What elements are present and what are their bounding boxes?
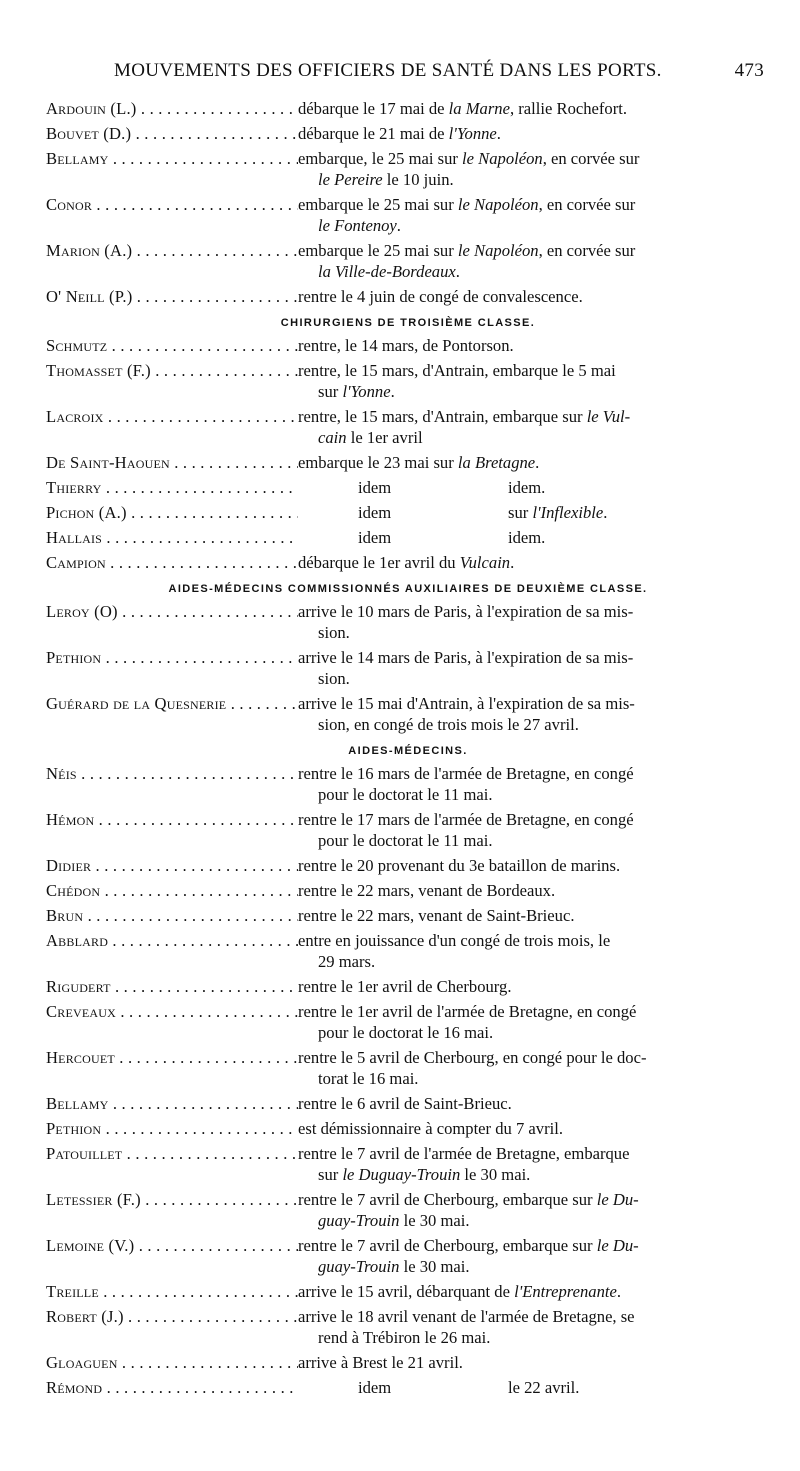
list-item (46, 1118, 770, 1139)
entry-line (298, 478, 545, 497)
entry-phrase: sur (318, 382, 343, 401)
officer-name: Ardouin (L.) . . . (46, 98, 298, 119)
entry-line (298, 977, 511, 996)
entry-phrase: rentre, le 15 mars, d'Antrain, embarque sur (298, 407, 587, 426)
entry-phrase: . (455, 262, 460, 281)
list-item (46, 1143, 770, 1185)
officer-name: De Saint-Haouen . . . (46, 452, 298, 473)
entry-phrase: embarque le 23 mai sur (298, 453, 458, 472)
entry-phrase: le 1er avril (346, 428, 423, 447)
entry-phrase: embarque, le 25 mai sur (298, 149, 463, 168)
entry-continuation (298, 1022, 770, 1043)
entry-phrase: le 30 mai. (460, 1165, 531, 1184)
entry-text (298, 1118, 770, 1139)
officer-name: Campion . . . (46, 552, 298, 573)
list-item (46, 552, 770, 573)
entry-text (298, 240, 770, 282)
officer-name: Rémond . . . (46, 1377, 298, 1398)
entry-text (298, 905, 770, 926)
officer-name: Bouvet (D.) . . . (46, 123, 298, 144)
entry-text (298, 1306, 770, 1348)
entry-phrase: rentre le 1er avril de Cherbourg. (298, 977, 512, 996)
officer-name: Lemoine (V.) . . . (46, 1235, 298, 1256)
entry-phrase: rentre le 22 mars, venant de Saint-Brieuc. (298, 906, 575, 925)
entry-line (298, 149, 639, 168)
entry-phrase: rentre le 5 avril de Cherbourg, en congé pour le doc- (298, 1048, 647, 1067)
list-item (46, 1377, 770, 1398)
ship-name: la Bretagne (457, 453, 536, 472)
officer-name: Abblard . . . (46, 930, 298, 951)
entry-phrase: . (396, 216, 401, 235)
entry-text (298, 477, 770, 498)
entry-phrase: rentre, le 14 mars, de Pontorson. (298, 336, 514, 355)
entry-line (298, 1282, 621, 1301)
entry-phrase: sur (318, 1165, 343, 1184)
entry-phrase: idem (358, 503, 392, 522)
entry-line (298, 602, 633, 621)
entry-continuation (298, 714, 770, 735)
entry-line (298, 1002, 636, 1021)
entry-text (298, 1093, 770, 1114)
entry-phrase: arrive le 14 mars de Paris, à l'expiration de sa mis- (298, 648, 634, 667)
entry-phrase: sion. (318, 623, 350, 642)
entry-line (298, 1144, 629, 1163)
entry-line (298, 1353, 463, 1372)
entry-phrase: arrive le 18 avril venant de l'armée de Bretagne, se (298, 1307, 635, 1326)
entry-phrase: arrive à Brest le 21 avril. (298, 1353, 463, 1372)
list-item (46, 693, 770, 735)
list-item (46, 930, 770, 972)
list-item (46, 1001, 770, 1043)
entry-line (298, 694, 635, 713)
entry-text (298, 647, 770, 689)
entry-continuation (298, 1164, 770, 1185)
officer-name: Thomasset (F.) . . . (46, 360, 298, 381)
spacer (46, 1398, 770, 1402)
entry-continuation (298, 1068, 770, 1089)
officer-name: Hémon . . . (46, 809, 298, 830)
entry-line (298, 906, 574, 925)
entry-phrase: sion, en congé de trois mois le 27 avril. (318, 715, 579, 734)
list-item (46, 98, 770, 119)
section-heading: AIDES-MÉDECINS. (348, 745, 468, 757)
entry-text (298, 930, 770, 972)
entry-phrase: idem (358, 528, 392, 547)
list-item (46, 855, 770, 876)
officer-name: Pichon (A.) . . . (46, 502, 298, 523)
list-item (46, 148, 770, 190)
spacer (46, 573, 770, 577)
list-item (46, 905, 770, 926)
entry-line (298, 336, 514, 355)
entry-line (298, 1378, 579, 1397)
entry-phrase: le 30 mai. (399, 1211, 470, 1230)
entry-continuation (298, 1256, 770, 1277)
entry-phrase: . (535, 453, 540, 472)
entry-continuation (298, 427, 770, 448)
entry-line (298, 528, 545, 547)
ship-name: guay-Trouin (318, 1211, 400, 1230)
entry-text (298, 360, 770, 402)
entry-phrase: , rallie Rochefort. (509, 99, 628, 118)
officer-name: Thierry . . . (46, 477, 298, 498)
ship-name: le Vul- (586, 407, 631, 426)
entry-phrase: torat le 16 mai. (318, 1069, 419, 1088)
entry-phrase: rentre le 7 avril de Cherbourg, embarque sur (298, 1236, 597, 1255)
officer-name: Conor . . . (46, 194, 298, 215)
officer-name: Brun . . . (46, 905, 298, 926)
entry-text (298, 1377, 770, 1398)
entry-phrase: , en corvée sur (538, 241, 636, 260)
entry-text (298, 194, 770, 236)
officer-name: Pethion . . . (46, 647, 298, 668)
ship-name: le Pereire (318, 170, 383, 189)
entry-line (298, 1094, 512, 1113)
entry-text (298, 1281, 770, 1302)
officer-name: Treille . . . (46, 1281, 298, 1302)
entry-line (298, 1307, 635, 1326)
entry-phrase: 29 mars. (318, 952, 376, 971)
officer-name: Patouillet . . . (46, 1143, 298, 1164)
officer-name: O' Neill (P.) . . . (46, 286, 298, 307)
entry-line (298, 1236, 639, 1255)
entry-continuation (298, 622, 770, 643)
ship-name: l'Inflexible (532, 503, 604, 522)
entry-phrase: le 30 mai. (399, 1257, 470, 1276)
officer-name: Letessier (F.) . . . (46, 1189, 298, 1210)
entry-line (298, 810, 634, 829)
list-item (46, 286, 770, 307)
ship-name: la Marne (448, 99, 510, 118)
ship-name: le Du- (596, 1236, 639, 1255)
entry-phrase: , en corvée sur (542, 149, 640, 168)
entry-text (298, 1001, 770, 1043)
list-item (46, 809, 770, 851)
entry-phrase: rentre le 7 avril de l'armée de Bretagne, embarque (298, 1144, 630, 1163)
officer-name: Lacroix . . . (46, 406, 298, 427)
entry-continuation (298, 261, 770, 282)
entry-continuation (298, 1327, 770, 1348)
entry-phrase: arrive le 10 mars de Paris, à l'expiration de sa mis- (298, 602, 634, 621)
entry-phrase: arrive le 15 avril, débarquant de (298, 1282, 515, 1301)
entry-text (298, 809, 770, 851)
list-item (46, 240, 770, 282)
officer-name: Robert (J.) . . . (46, 1306, 298, 1327)
entry-phrase: , en corvée sur (538, 195, 636, 214)
list-item (46, 763, 770, 805)
entry-line (298, 931, 610, 950)
entry-text (298, 601, 770, 643)
entry-line (298, 241, 635, 260)
entry-line (298, 856, 620, 875)
officer-name: Leroy (O) . . . (46, 601, 298, 622)
entry-text (298, 502, 770, 523)
list-item (46, 647, 770, 689)
officer-name: Rigudert . . . (46, 976, 298, 997)
entry-phrase: . (496, 124, 501, 143)
entry-text (298, 527, 770, 548)
entry-line (298, 361, 616, 380)
entry-text (298, 406, 770, 448)
entry-phrase: rend à Trébiron le 26 mai. (318, 1328, 491, 1347)
entry-text (298, 1235, 770, 1277)
ship-name: cain (318, 428, 347, 447)
officer-name: Pethion . . . (46, 1118, 298, 1139)
entry-line (298, 195, 635, 214)
ship-name: le Duguay-Trouin (342, 1165, 461, 1184)
officer-name: Schmutz . . . (46, 335, 298, 356)
entry-phrase: arrive le 15 mai d'Antrain, à l'expiration de sa mis- (298, 694, 635, 713)
entry-phrase: rentre le 4 juin de congé de convalescence. (298, 287, 583, 306)
entry-text (298, 148, 770, 190)
ship-name: l'Yonne (448, 124, 497, 143)
entry-phrase: débarque le 17 mai de (298, 99, 449, 118)
entry-phrase: rentre le 16 mars de l'armée de Bretagne, en congé (298, 764, 634, 783)
entry-line (298, 881, 555, 900)
entry-phrase: embarque le 25 mai sur (298, 195, 458, 214)
entry-line (298, 553, 514, 572)
spacer (46, 307, 770, 311)
list-item (46, 360, 770, 402)
entry-line (298, 124, 501, 143)
list-item (46, 335, 770, 356)
list-item (46, 527, 770, 548)
entry-phrase: sion. (318, 669, 350, 688)
ship-name: l'Yonne (342, 382, 391, 401)
officer-name: Hercouet . . . (46, 1047, 298, 1068)
ship-name: le Napoléon (457, 195, 539, 214)
entry-text (298, 98, 770, 119)
entry-phrase: le 22 avril. (508, 1378, 580, 1397)
spacer (46, 735, 770, 739)
entry-line (298, 407, 630, 426)
ship-name: le Napoléon (462, 149, 543, 168)
list-item (46, 976, 770, 997)
entry-phrase: pour le doctorat le 11 mai. (318, 785, 493, 804)
entry-line (298, 764, 634, 783)
ship-name: guay-Trouin (318, 1257, 400, 1276)
officer-name: Marion (A.) . . . (46, 240, 298, 261)
officer-name: Guérard de la Quesnerie . . . (46, 693, 298, 714)
entry-text (298, 552, 770, 573)
entry-phrase: idem (358, 1378, 392, 1397)
entry-phrase: rentre, le 15 mars, d'Antrain, embarque le 5 mai (298, 361, 616, 380)
entry-phrase: rentre le 1er avril de l'armée de Bretagne, en congé (298, 1002, 637, 1021)
list-item (46, 477, 770, 498)
entry-text (298, 763, 770, 805)
entry-text (298, 335, 770, 356)
entry-phrase: le 10 juin. (382, 170, 454, 189)
entry-text (298, 880, 770, 901)
list-item (46, 406, 770, 448)
entry-text (298, 976, 770, 997)
entry-line (298, 1048, 647, 1067)
entry-text (298, 693, 770, 735)
officer-name: Hallais . . . (46, 527, 298, 548)
list-item (46, 502, 770, 523)
running-title: MOUVEMENTS DES OFFICIERS DE SANTÉ DANS LES PORTS. (114, 60, 662, 81)
entry-text (298, 1352, 770, 1373)
entry-text (298, 1143, 770, 1185)
entry-line (298, 99, 627, 118)
entry-phrase: rentre le 7 avril de Cherbourg, embarque sur (298, 1190, 597, 1209)
entry-text (298, 123, 770, 144)
section-heading: CHIRURGIENS DE TROISIÈME CLASSE. (280, 317, 536, 329)
entry-continuation (298, 1210, 770, 1231)
section-heading: AIDES-MÉDECINS COMMISSIONNÉS AUXILIAIRES DE DEUXIÈME CLASSE. (168, 583, 648, 595)
entry-phrase: est démissionnaire à compter du 7 avril. (298, 1119, 563, 1138)
entry-phrase: idem. (508, 528, 546, 547)
entry-continuation (298, 668, 770, 689)
list-item (46, 194, 770, 236)
ship-name: le Napoléon (457, 241, 539, 260)
entry-phrase: pour le doctorat le 11 mai. (318, 831, 493, 850)
entry-phrase: . (390, 382, 395, 401)
list-item (46, 1093, 770, 1114)
officer-name: Gloaguen . . . (46, 1352, 298, 1373)
list-item (46, 123, 770, 144)
entry-line (298, 503, 607, 522)
entry-phrase: sur (508, 503, 533, 522)
ship-name: le Du- (596, 1190, 639, 1209)
entry-phrase: embarque le 25 mai sur (298, 241, 458, 260)
entry-continuation (298, 169, 770, 190)
list-item (46, 880, 770, 901)
entry-phrase: . (603, 503, 608, 522)
page-number: 473 (734, 60, 764, 81)
officer-name: Néis . . . (46, 763, 298, 784)
officer-name: Bellamy . . . (46, 148, 298, 169)
entry-phrase: idem (358, 478, 392, 497)
officer-name: Didier . . . (46, 855, 298, 876)
entry-text (298, 855, 770, 876)
list-item (46, 601, 770, 643)
list-item (46, 1306, 770, 1348)
entry-continuation (298, 830, 770, 851)
ship-name: l'Entreprenante (514, 1282, 617, 1301)
ship-name: la Ville-de-Bordeaux (318, 262, 456, 281)
entry-phrase: rentre le 17 mars de l'armée de Bretagne, en congé (298, 810, 634, 829)
entry-line (298, 1119, 563, 1138)
entry-phrase: . (616, 1282, 622, 1301)
entry-phrase: rentre le 22 mars, venant de Bordeaux. (298, 881, 556, 900)
list-item (46, 1281, 770, 1302)
entry-text (298, 452, 770, 473)
entry-phrase: idem. (508, 478, 546, 497)
entry-phrase: entre en jouissance d'un congé de trois mois, le (298, 931, 611, 950)
entry-text (298, 1189, 770, 1231)
entry-continuation (298, 381, 770, 402)
entry-line (298, 287, 583, 306)
entry-phrase: rentre le 6 avril de Saint-Brieuc. (298, 1094, 512, 1113)
entry-line (298, 648, 633, 667)
ship-name: Vulcain (459, 553, 511, 572)
entries-list (46, 98, 770, 1402)
entry-phrase: pour le doctorat le 16 mai. (318, 1023, 494, 1042)
officer-name: Bellamy . . . (46, 1093, 298, 1114)
entry-text (298, 286, 770, 307)
list-item (46, 1189, 770, 1231)
officer-name: Creveaux . . . (46, 1001, 298, 1022)
entry-continuation (298, 215, 770, 236)
list-item (46, 1352, 770, 1373)
list-item (46, 452, 770, 473)
entry-line (298, 1190, 639, 1209)
entry-line (298, 453, 539, 472)
ship-name: le Fontenoy (318, 216, 397, 235)
entry-continuation (298, 784, 770, 805)
entry-phrase: . (510, 553, 515, 572)
entry-continuation (298, 951, 770, 972)
entry-phrase: débarque le 1er avril du (298, 553, 460, 572)
list-item (46, 1047, 770, 1089)
entry-phrase: rentre le 20 provenant du 3e bataillon de marins. (298, 856, 621, 875)
entry-text (298, 1047, 770, 1089)
list-item (46, 1235, 770, 1277)
entry-phrase: débarque le 21 mai de (298, 124, 449, 143)
officer-name: Chédon . . . (46, 880, 298, 901)
